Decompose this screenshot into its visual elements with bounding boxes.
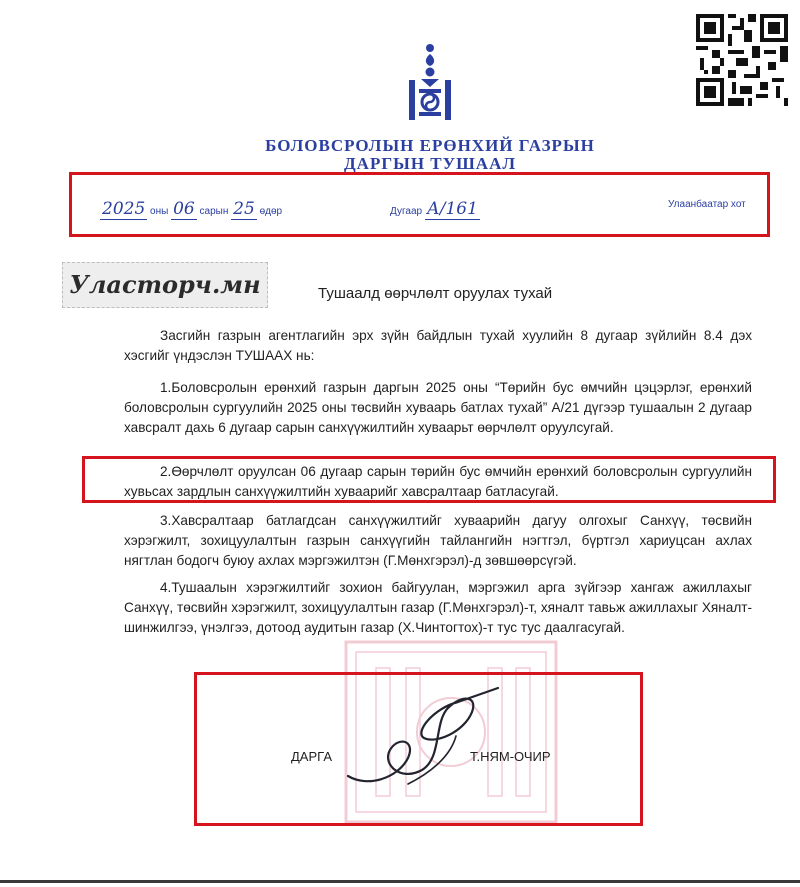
- month-value: 06: [173, 199, 195, 219]
- document-title: Тушаалд өөрчлөлт оруулах тухай: [318, 285, 553, 302]
- date-line: [100, 199, 282, 220]
- soyombo-emblem-icon: [405, 42, 455, 124]
- number-value: А/161: [426, 199, 478, 219]
- paragraph-4: 4.Тушаалын хэрэгжилтийг зохион байгуулан, мэргэжил арга зүйгээр хангаж ажиллахыг Санхүү, төсвийн хэрэгжилт, зохицуулалтын газар (Г.Мөнхгэрэл)-т, хяналт тавьж ажиллахыг Хяналт-шинжилгээ, үнэлгээ, дотоод аудитын газар (Х.Чинтогтох)-т тус тус даалгасугай.: [124, 580, 752, 635]
- signature-highlight-box: [194, 672, 643, 826]
- paragraph-preamble: Засгийн газрын агентлагийн эрх зүйн байдлын тухай хуулийн 8 дугаар зүйлийн 8.4 дэх хэсгийг үндэслэн ТУШААХ нь:: [124, 328, 752, 363]
- month-suffix: сарын: [199, 206, 229, 217]
- number-label: Дугаар: [390, 206, 423, 217]
- page-edge-divider: [0, 880, 800, 883]
- paragraph-2: 2.Өөрчлөлт оруулсан 06 дугаар сарын төрийн бус өмчийн ерөнхий боловсролын сургуулийн хувьсах зардлын санхүүжилтийн хуваарийг хавсралтаар батласугай.: [124, 464, 752, 499]
- org-title-line2: ДАРГЫН ТУШААЛ: [343, 154, 517, 173]
- signer-name: Т.НЯМ-ОЧИР: [470, 749, 551, 764]
- org-title-line1: БОЛОВСРОЛЫН ЕРӨНХИЙ ГАЗРЫН: [265, 136, 595, 155]
- qr-code-icon: [696, 14, 788, 106]
- day-suffix: өдөр: [259, 206, 283, 217]
- year-value: 2025: [102, 199, 146, 219]
- year-suffix: оны: [150, 206, 169, 217]
- watermark-logo: Уласторч.мн: [62, 262, 268, 308]
- paragraph-3: 3.Хавсралтаар батлагдсан санхүүжилтийг хуваарийн дагуу олгохыг Санхүү, төсвийн хэрэгжилт, зохицуулалтын газрын санхүүгийн тайлангийн нэгтгэл, бүртгэл хариуцсан ахлах нягтлан бодогч буюу ахлах мэргэжилтэн (Г.Мөнхгэрэл)-д зөвшөөрсүгэй.: [124, 513, 752, 568]
- day-value: 25: [233, 199, 255, 219]
- paragraph-1: 1.Боловсролын ерөнхий газрын даргын 2025 оны “Төрийн бус өмчийн цэцэрлэг, ерөнхий боловсролын сургуулийн 2025 оны төсвийн хуваарь батлах тухай” А/21 дүгээр тушаалын 2 дугаар хавсралт дахь 6 дугаар сарын санхүүжилтийн хуваарьт өөрчлөлт оруулсугай.: [124, 380, 752, 435]
- order-number-line: [390, 199, 480, 220]
- city-label: Улаанбаатар хот: [668, 199, 746, 210]
- signer-title: ДАРГА: [291, 749, 332, 764]
